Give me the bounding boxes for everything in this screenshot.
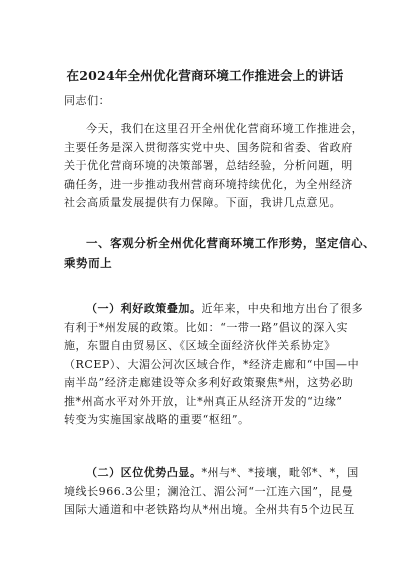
subsection-line: 国际大通道和中老铁路均从*州出境。全州共有5个边民互 [64, 503, 355, 516]
subsection-heading: （一）利好政策叠加。 [86, 302, 202, 315]
document-title: 在2024年全州优化营商环境工作推进会上的讲话 [66, 68, 344, 83]
subsection-line: 转变为实施国家战略的重要“枢纽”。 [64, 413, 250, 426]
salutation-text: 同志们： [64, 94, 111, 107]
section-heading [64, 233, 376, 273]
subsection-heading: （二）区位优势凸显。 [86, 466, 202, 479]
subsection-text: *州与*、*接壤，毗邻*、*，国 [201, 466, 359, 479]
subsection-location [64, 464, 359, 520]
intro-line: 社会高质量发展提供有力保障。下面，我讲几点意见。 [64, 196, 342, 209]
subsection-line: 有利于*州发展的政策。比如：“一带一路”倡议的深入实 [64, 320, 349, 334]
subsection-first-line [64, 300, 364, 319]
subsection-first-line [64, 464, 359, 483]
section-heading-line: 一、客观分析全州优化营商环境工作形势，坚定信心、 [86, 236, 376, 250]
subsection-line: 境线长966.3公里；澜沧江、湄公河“一江连六国”，昆曼 [64, 484, 354, 498]
subsection-line: 推*州高水平对外开放，让*州真正从经济开发的“边缘” [64, 394, 343, 408]
intro-line: 今天，我们在这里召开全州优化营商环境工作推进会， [86, 122, 364, 135]
subsection-policy [64, 300, 364, 430]
intro-line: 确任务，进一步推动我州营商环境持续优化，为全州经济 [64, 177, 353, 191]
subsection-text: 近年来，中央和地方出台了很多 [201, 302, 364, 315]
subsection-line: 南半岛”经济走廊建设等众多利好政策聚焦*州，这势必助 [64, 376, 354, 389]
subsection-line: 施，东盟自由贸易区、《区域全面经济伙伴关系协定》 [64, 339, 336, 352]
section-heading-line: 乘势而上 [64, 256, 113, 270]
subsection-line: （RCEP）、大湄公河次区域合作，*经济走廊和“中国—中 [64, 357, 360, 371]
intro-line: 关于优化营商环境的决策部署，总结经验，分析问题，明 [64, 159, 353, 172]
salutation [64, 92, 354, 111]
intro-line: 主要任务是深入贯彻落实党中央、国务院和省委、省政府 [64, 140, 353, 154]
intro-paragraph [64, 120, 364, 213]
